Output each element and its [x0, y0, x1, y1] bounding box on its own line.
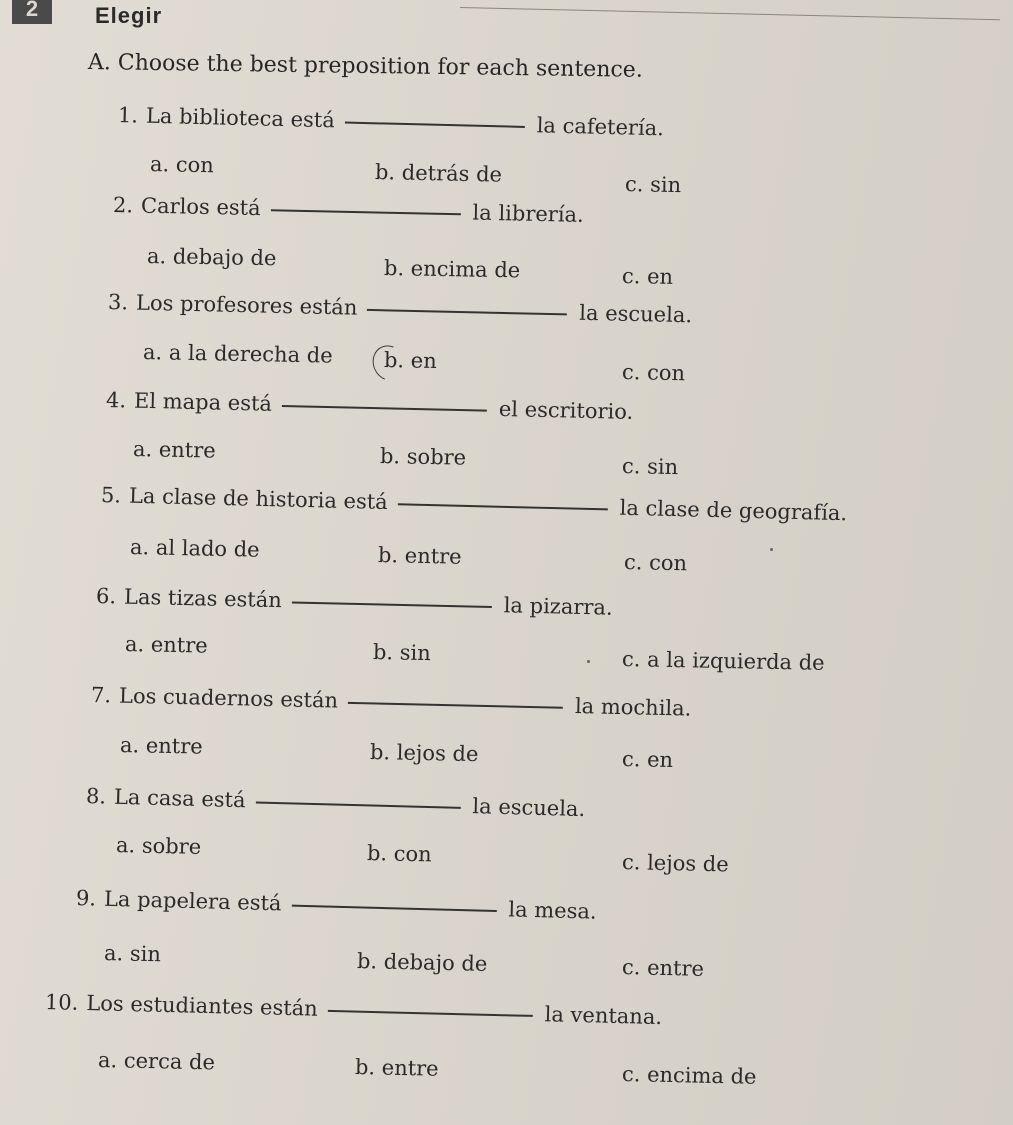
- answer-option-a[interactable]: a. entre: [132, 437, 216, 463]
- question-text-before: Carlos está: [140, 193, 261, 221]
- instruction-text: A. Choose the best preposition for each sentence.: [87, 50, 643, 83]
- question-text-after: la mochila.: [574, 693, 692, 721]
- question-text-after: la ventana.: [544, 1002, 663, 1030]
- answer-option-c[interactable]: c. con: [623, 550, 688, 576]
- exercise-title: Elegir: [95, 3, 163, 28]
- answer-blank[interactable]: [348, 701, 563, 709]
- answer-option-a[interactable]: a. debajo de: [146, 244, 277, 271]
- answer-option-b[interactable]: b. en: [383, 348, 437, 374]
- question-text-after: la escuela.: [472, 794, 586, 822]
- answer-blank[interactable]: [328, 1009, 533, 1017]
- question-text-after: la librería.: [472, 200, 585, 227]
- question-stem: [113, 193, 584, 227]
- answer-blank[interactable]: [255, 800, 460, 808]
- answer-option-b[interactable]: b. lejos de: [369, 740, 479, 767]
- answer-option-c[interactable]: c. entre: [621, 955, 705, 981]
- question-text-after: la escuela.: [579, 300, 693, 328]
- answer-blank[interactable]: [367, 308, 567, 316]
- answer-option-b[interactable]: b. entre: [354, 1055, 439, 1081]
- answer-option-c[interactable]: c. sin: [621, 454, 679, 480]
- answer-option-b[interactable]: b. encima de: [383, 256, 521, 283]
- question-number: 10.: [44, 990, 79, 1015]
- ink-speck: [587, 660, 590, 663]
- answer-option-b[interactable]: b. debajo de: [356, 949, 488, 976]
- answer-option-a[interactable]: a. sin: [103, 941, 162, 967]
- answer-option-a[interactable]: a. con: [149, 152, 215, 178]
- answer-blank[interactable]: [271, 208, 461, 215]
- question-stem: [101, 483, 848, 525]
- question-stem: [106, 388, 634, 424]
- answer-option-a[interactable]: a. a la derecha de: [142, 340, 333, 368]
- answer-option-a[interactable]: a. entre: [124, 632, 208, 658]
- answer-blank[interactable]: [292, 600, 492, 608]
- answer-blank[interactable]: [345, 121, 525, 128]
- question-stem: [91, 683, 692, 721]
- answer-option-a[interactable]: a. sobre: [115, 833, 202, 859]
- question-number: 1.: [117, 103, 139, 128]
- question-text-before: La casa está: [113, 784, 246, 813]
- answer-option-b[interactable]: b. sin: [372, 640, 432, 666]
- question-number: 6.: [95, 584, 117, 609]
- answer-option-c[interactable]: c. en: [621, 747, 674, 772]
- header-rule: [460, 7, 1000, 20]
- question-text-before: La papelera está: [103, 886, 282, 916]
- question-stem: [118, 103, 665, 140]
- answer-option-a[interactable]: a. al lado de: [129, 535, 260, 562]
- answer-option-a[interactable]: a. cerca de: [97, 1048, 216, 1075]
- question-text-before: La biblioteca está: [145, 103, 336, 133]
- question-number: 8.: [85, 784, 107, 809]
- question-stem: [76, 886, 597, 924]
- question-number: 9.: [75, 886, 97, 911]
- answer-option-b[interactable]: b. con: [366, 841, 432, 867]
- question-number: 7.: [90, 683, 112, 708]
- question-text-before: Los cuadernos están: [118, 683, 339, 713]
- answer-blank[interactable]: [398, 502, 608, 510]
- question-text-before: Los estudiantes están: [86, 991, 319, 1021]
- ink-speck: [770, 548, 773, 551]
- answer-option-c[interactable]: c. a la izquierda de: [621, 647, 825, 675]
- question-text-after: la pizarra.: [503, 593, 613, 620]
- question-number: 3.: [107, 290, 129, 315]
- answer-option-c[interactable]: c. en: [621, 264, 674, 289]
- answer-blank[interactable]: [282, 404, 487, 412]
- question-stem: [96, 584, 613, 620]
- question-stem: [86, 784, 586, 821]
- answer-option-b[interactable]: b. sobre: [379, 444, 467, 470]
- question-stem: [45, 990, 663, 1029]
- answer-option-a[interactable]: a. entre: [119, 733, 203, 759]
- question-number: 5.: [100, 483, 122, 508]
- question-text-after: la clase de geografía.: [619, 495, 848, 526]
- question-text-before: Las tizas están: [123, 584, 283, 613]
- question-stem: [108, 290, 693, 327]
- answer-option-b[interactable]: b. detrás de: [374, 160, 503, 187]
- question-text-before: Los profesores están: [135, 290, 358, 320]
- answer-option-c[interactable]: c. encima de: [621, 1062, 757, 1089]
- question-text-after: el escritorio.: [498, 396, 634, 424]
- answer-option-c[interactable]: c. con: [621, 360, 686, 386]
- answer-option-b[interactable]: b. entre: [377, 543, 462, 569]
- answer-option-c[interactable]: c. lejos de: [621, 850, 729, 877]
- answer-option-c[interactable]: c. sin: [624, 172, 682, 198]
- question-number: 4.: [105, 388, 127, 413]
- question-text-before: La clase de historia está: [128, 483, 389, 515]
- question-number: 2.: [112, 193, 134, 218]
- question-text-after: la cafetería.: [536, 113, 665, 141]
- question-text-after: la mesa.: [508, 897, 597, 924]
- exercise-number-badge: 2: [12, 0, 52, 24]
- question-text-before: El mapa está: [133, 388, 273, 416]
- answer-blank[interactable]: [291, 904, 496, 912]
